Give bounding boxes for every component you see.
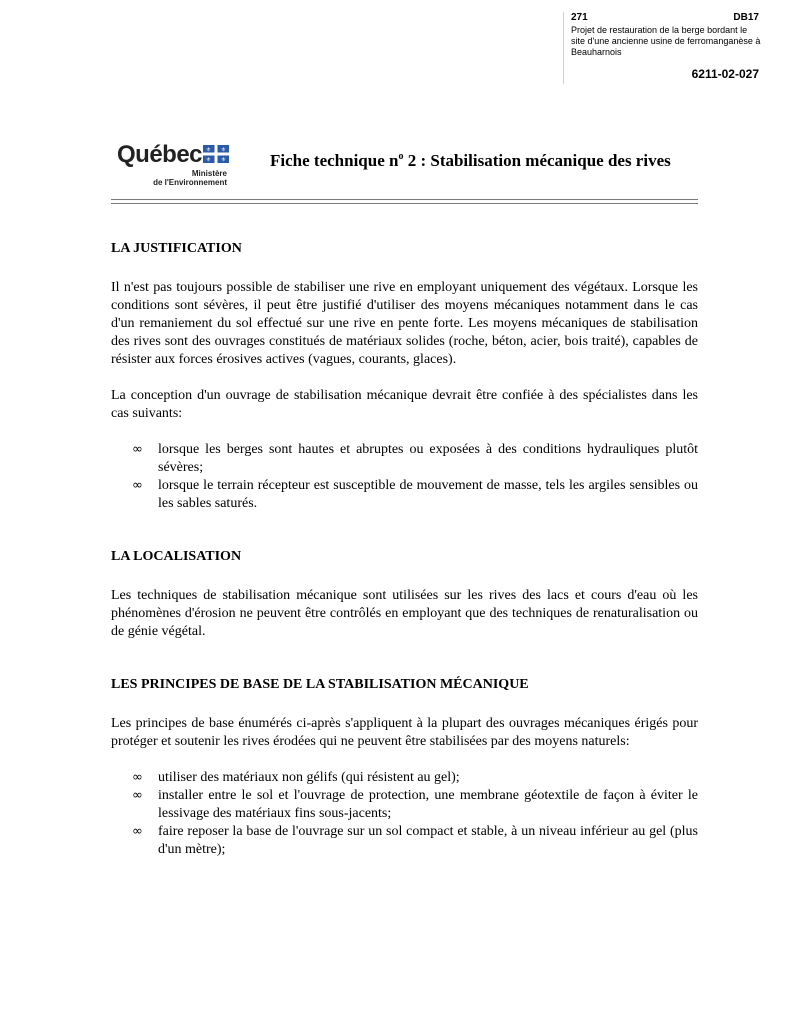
principes-bullet-list — [111, 769, 698, 859]
title-prefix: Fiche technique n — [270, 151, 399, 170]
page-title — [270, 151, 671, 171]
svg-text:⚜: ⚜ — [220, 156, 227, 163]
quebec-logo — [111, 141, 236, 191]
logo-ministry — [141, 169, 227, 187]
infinity-bullet-icon: ∞ — [132, 770, 143, 785]
svg-text:⚜: ⚜ — [205, 146, 212, 154]
stamp-reference: 6211-02-027 — [691, 67, 759, 81]
main-content — [111, 240, 698, 859]
justification-paragraph-1: Il n'est pas toujours possible de stabiliser une rive en employant uniquement des végétaux. Lorsque les conditions sont sévères, il peut être justifié d'utiliser des moyens mécaniques notamment dans le cas d'un remaniement du sol effectué sur une rive en pente forte. Les moyens mécaniques de stabilisation des rives sont des ouvrages constitués de matériaux solides (roche, béton, acier, bois traité), capables de résister aux forces érosives actives (vagues, courants, glaces). — [111, 280, 698, 367]
justification-bullet-list — [111, 441, 698, 513]
justification-paragraph-2: La conception d'un ouvrage de stabilisation mécanique devrait être confiée à des spécialistes dans les cas suivants: — [111, 388, 698, 421]
logo-wordmark: Québec — [117, 141, 203, 168]
section-heading-localisation: LA LOCALISATION — [111, 549, 242, 564]
logo-ministry-line1: Ministère — [191, 169, 227, 178]
list-item — [111, 787, 698, 823]
title-suffix: 2 : Stabilisation mécanique des rives — [403, 151, 671, 170]
list-item-text: lorsque le terrain récepteur est susceptible de mouvement de masse, tels les argiles sensibles ou les sables saturés. — [158, 478, 698, 511]
infinity-bullet-icon: ∞ — [132, 442, 143, 457]
list-item-text: utiliser des matériaux non gélifs (qui résistent au gel); — [158, 770, 460, 785]
logo-ministry-line2: de l'Environnement — [153, 178, 227, 187]
infinity-bullet-icon: ∞ — [132, 824, 143, 839]
section-spacer — [111, 513, 698, 548]
quebec-flag-icon — [203, 145, 229, 163]
infinity-bullet-icon: ∞ — [132, 788, 143, 803]
list-item-text: lorsque les berges sont hautes et abruptes ou exposées à des conditions hydrauliques plutôt sévères; — [158, 442, 698, 475]
infinity-bullet-icon: ∞ — [132, 478, 143, 493]
principes-paragraph-1: Les principes de base énumérés ci-après s'appliquent à la plupart des ouvrages mécaniques érigés pour protéger et soutenir les rives érodées qui ne peuvent être stabilisées par des moyens naturels: — [111, 716, 698, 749]
stamp-code: DB17 — [733, 12, 759, 23]
header-divider — [111, 199, 698, 204]
localisation-paragraph-1: Les techniques de stabilisation mécanique sont utilisées sur les rives des lacs et cours d'eau où les phénomènes d'érosion ne peuvent être contrôlés en employant que des techniques de renaturalisation ou de génie végétal. — [111, 588, 698, 639]
title-superscript: o — [398, 151, 404, 162]
section-heading-principes: LES PRINCIPES DE BASE DE LA STABILISATION MÉCANIQUE — [111, 677, 529, 692]
list-item — [111, 477, 698, 513]
list-item-text: faire reposer la base de l'ouvrage sur un sol compact et stable, à un niveau inférieur au gel (plus d'un mètre); — [158, 824, 698, 857]
list-item-text: installer entre le sol et l'ouvrage de protection, une membrane géotextile de façon à éviter le lessivage des matériaux fins sous-jacents; — [158, 788, 698, 821]
list-item — [111, 823, 698, 859]
page-header — [111, 137, 698, 197]
stamp-description: Projet de restauration de la berge bordant le site d'une ancienne usine de ferromanganèse à Beauharnois — [571, 25, 761, 57]
section-heading-justification: LA JUSTIFICATION — [111, 241, 242, 256]
svg-text:⚜: ⚜ — [205, 156, 212, 163]
svg-text:⚜: ⚜ — [220, 146, 227, 154]
stamp-number: 271 — [571, 12, 588, 23]
list-item — [111, 441, 698, 477]
stamp-header-row — [571, 12, 759, 24]
list-item — [111, 769, 698, 787]
document-stamp — [563, 12, 759, 84]
section-spacer — [111, 659, 698, 676]
